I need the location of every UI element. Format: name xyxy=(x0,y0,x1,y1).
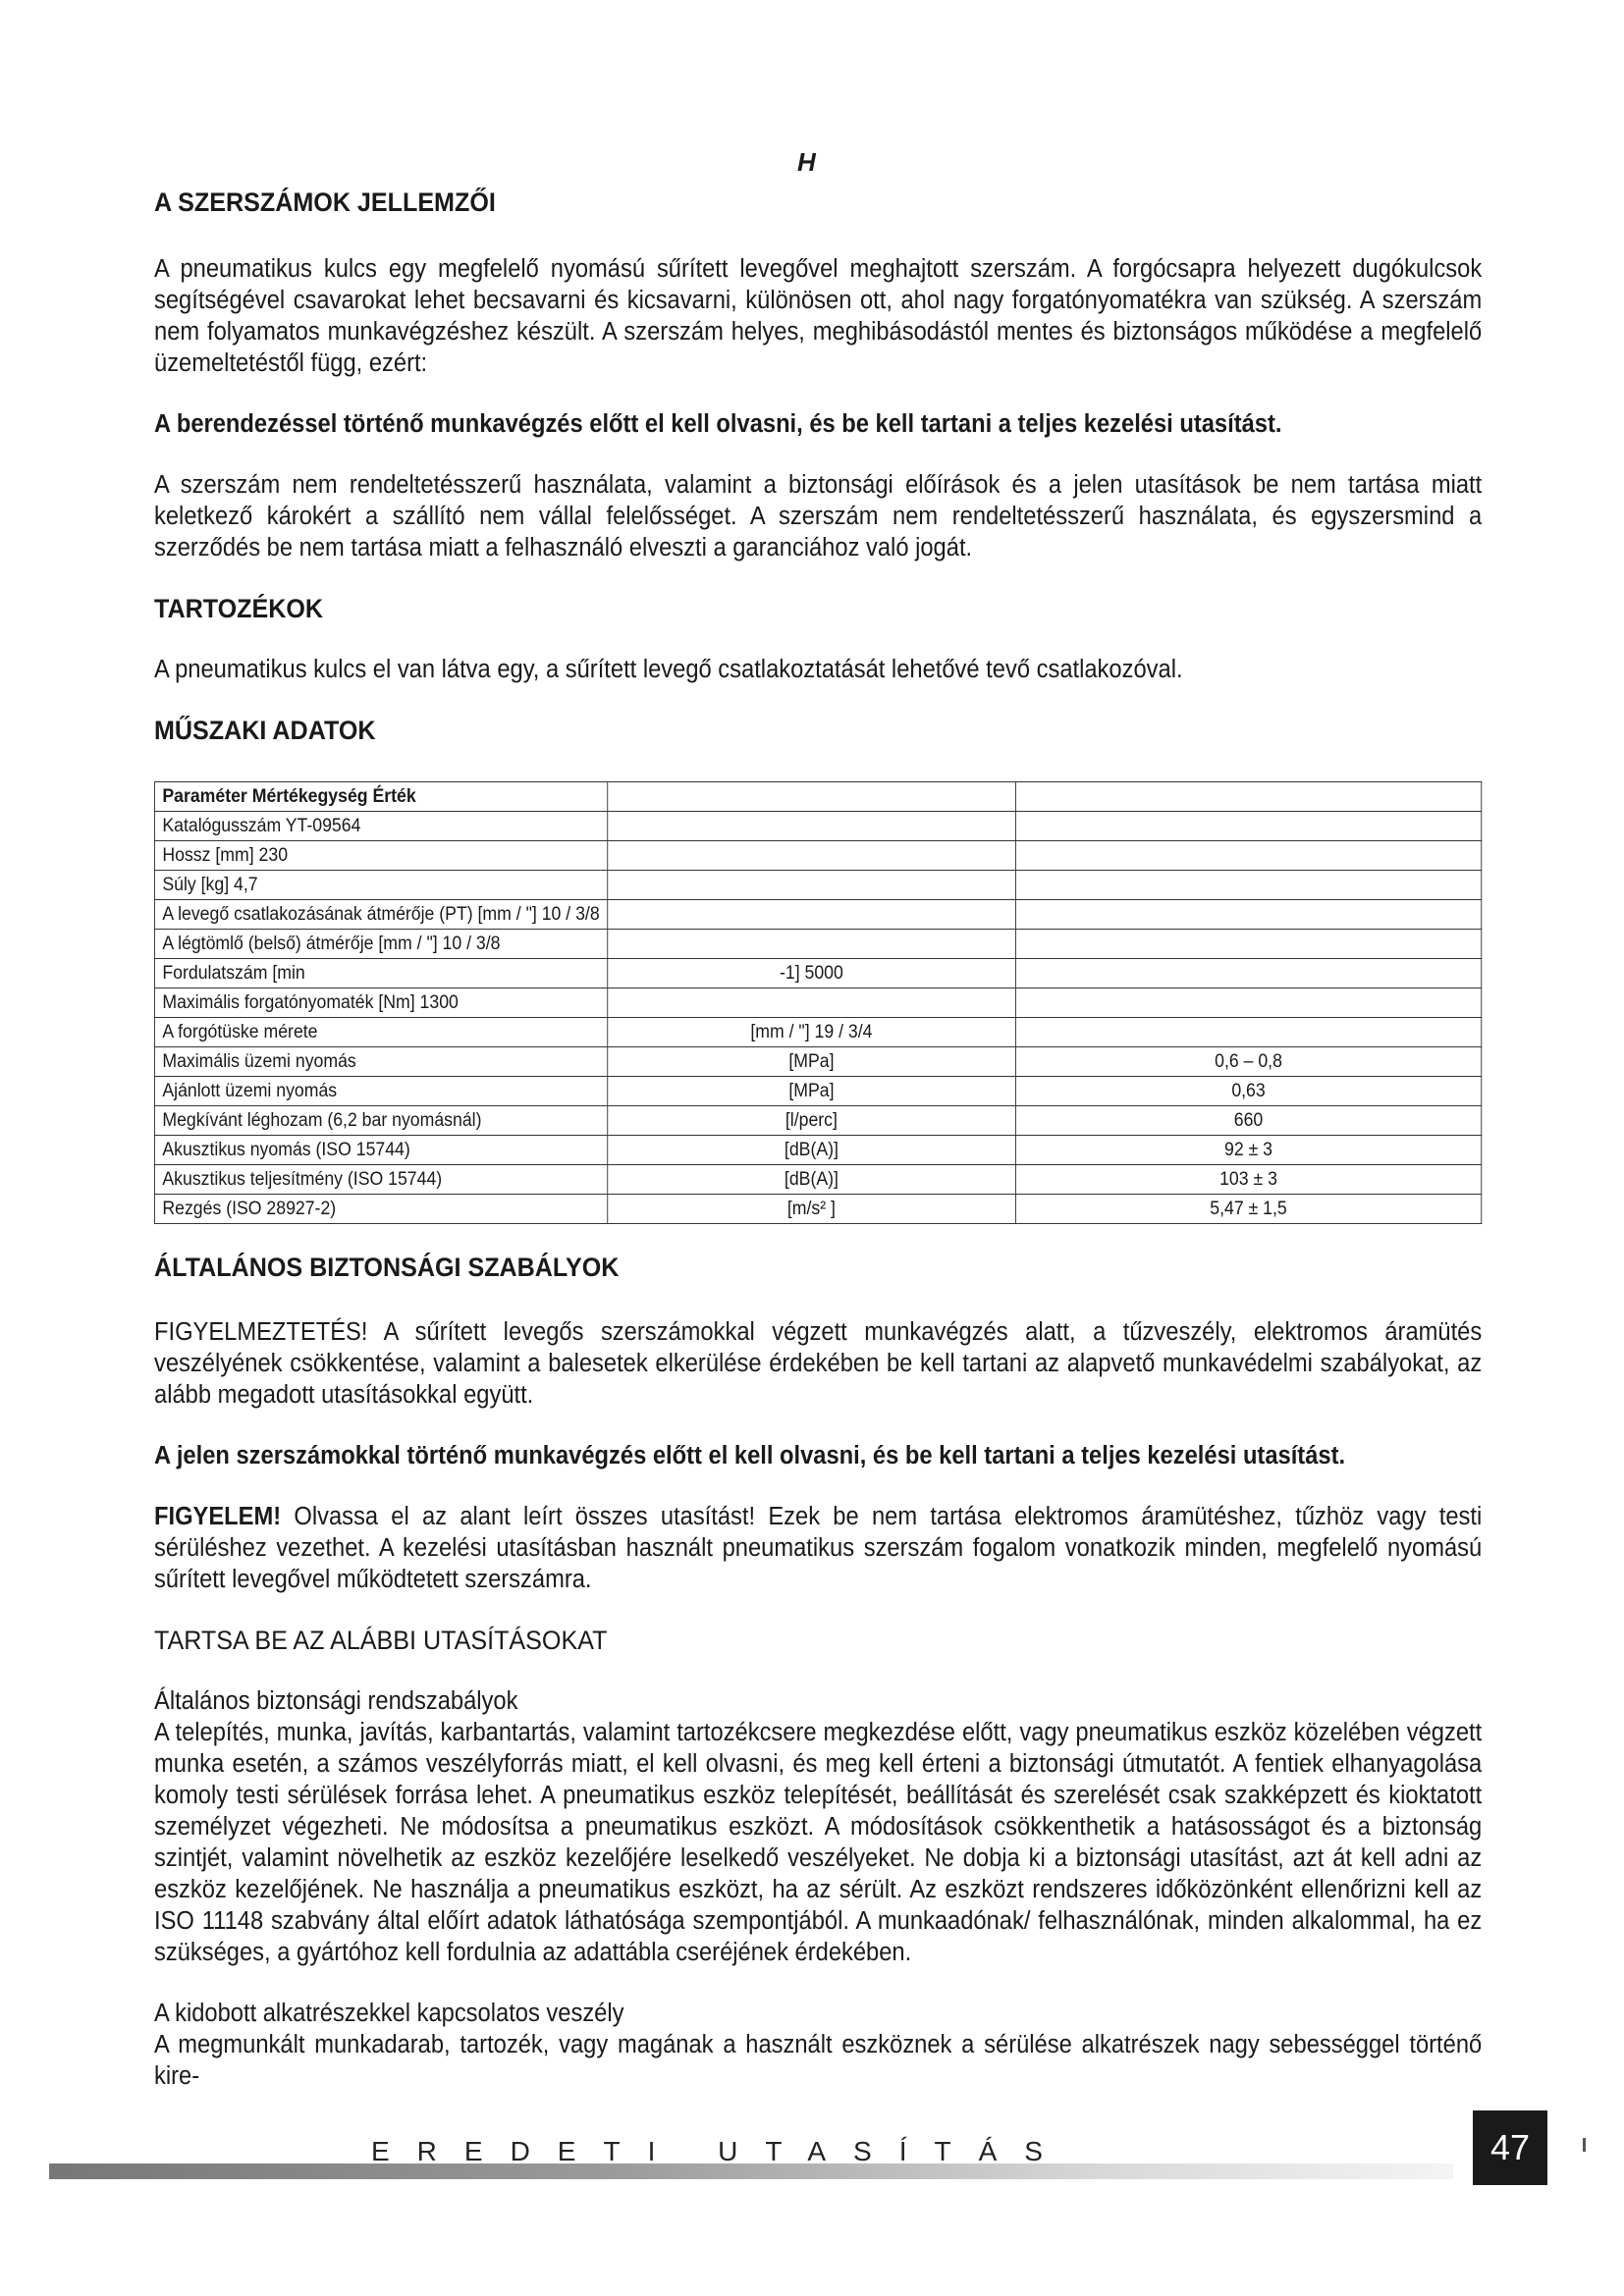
spec-cell-c3 xyxy=(1015,1018,1481,1047)
attention-label: FIGYELEM! xyxy=(154,1503,282,1530)
spec-cell-c2: [m/s² ] xyxy=(608,1195,1016,1224)
spec-cell-c1: Ajánlott üzemi nyomás xyxy=(154,1077,607,1106)
spec-cell-c2 xyxy=(608,782,1016,812)
spec-cell-c2: [mm / "] 19 / 3/4 xyxy=(608,1018,1016,1047)
spec-cell-c2: [l/perc] xyxy=(608,1106,1016,1136)
spec-cell-c1: Fordulatszám [min xyxy=(154,959,607,988)
page-content xyxy=(154,187,1483,2092)
spec-cell-c1: Maximális forgatónyomaték [Nm] 1300 xyxy=(154,988,607,1018)
spec-cell-c3: 0,63 xyxy=(1015,1077,1481,1106)
spec-cell-c3: 660 xyxy=(1015,1106,1481,1136)
ejected-parts-text: A megmunkált munkadarab, tartozék, vagy magának a használt eszköznek a sérülése alkatrészek nagy sebességgel történő kire- xyxy=(154,2031,1483,2090)
spec-cell-c2: -1] 5000 xyxy=(608,959,1016,988)
spec-row xyxy=(154,1195,1481,1224)
attention-text: Olvassa el az alant leírt összes utasítást! Ezek be nem tartása elektromos áramütéshez, tűzhöz vagy testi sérüléshez vezethet. A kezelési utasításban használt pneumatikus szerszám fogalom vonatkozik minden, megfelelő nyomású sűrített levegővel működtetett szerszámra. xyxy=(154,1503,1483,1593)
spec-cell-c3 xyxy=(1015,900,1481,930)
specs-table xyxy=(154,781,1482,1224)
spec-cell-c2 xyxy=(608,812,1016,841)
spec-row xyxy=(154,1077,1481,1106)
spec-row xyxy=(154,1165,1481,1195)
spec-row xyxy=(154,988,1481,1018)
characteristics-paragraph-3: A szerszám nem rendeltetésszerű használata, valamint a biztonsági előírások és a jelen utasítások be nem tartása miatt keletkező károkért a szállító nem vállal felelősséget. A szerszám nem rendeltetésszerű használata, és egyszersmind a szerződés be nem tartása miatt a felhasználó elveszti a garanciához való jogát. xyxy=(154,471,1483,561)
spec-cell-c1: Maximális üzemi nyomás xyxy=(154,1047,607,1077)
spec-cell-c1: Paraméter Mértékegység Érték xyxy=(154,782,607,812)
keep-instructions-heading: TARTSA BE AZ ALÁBBI UTASÍTÁSOKAT xyxy=(154,1626,608,1655)
footer-text: EREDETI UTASÍTÁS xyxy=(371,2136,1070,2166)
spec-cell-c2 xyxy=(608,871,1016,900)
page-number: 47 xyxy=(1473,2110,1547,2185)
spec-cell-c3 xyxy=(1015,988,1481,1018)
page-tick xyxy=(1583,2138,1586,2152)
spec-cell-c1: Hossz [mm] 230 xyxy=(154,841,607,871)
spec-cell-c1: A levegő csatlakozásának átmérője (PT) [mm / "] 10 / 3/8 xyxy=(154,900,607,930)
language-mark: H xyxy=(797,147,816,177)
spec-row xyxy=(154,1018,1481,1047)
spec-cell-c1: Akusztikus nyomás (ISO 15744) xyxy=(154,1136,607,1165)
spec-cell-c2: [MPa] xyxy=(608,1077,1016,1106)
spec-row xyxy=(154,959,1481,988)
safety-attention-paragraph xyxy=(154,1501,1482,1595)
spec-cell-c1: A forgótüske mérete xyxy=(154,1018,607,1047)
spec-cell-c1: Megkívánt léghozam (6,2 bar nyomásnál) xyxy=(154,1106,607,1136)
spec-cell-c2 xyxy=(608,930,1016,959)
spec-cell-c3 xyxy=(1015,959,1481,988)
spec-cell-c3: 103 ± 3 xyxy=(1015,1165,1481,1195)
spec-row xyxy=(154,930,1481,959)
spec-cell-c3: 5,47 ± 1,5 xyxy=(1015,1195,1481,1224)
characteristics-paragraph-1: A pneumatikus kulcs egy megfelelő nyomású sűrített levegővel meghajtott szerszám. A forgócsapra helyezett dugókulcsok segítségével csavarokat lehet becsavarni és kicsavarni, különösen ott, ahol nagy forgatónyomatékra van szükség. A szerszám nem folyamatos munkavégzéshez készült. A szerszám helyes, meghibásodástól mentes és biztonságos működése a megfelelő üzemeltetéstől függ, ezért: xyxy=(154,255,1483,377)
accessories-paragraph: A pneumatikus kulcs el van látva egy, a sűrített levegő csatlakoztatását lehetővé tevő csatlakozóval. xyxy=(154,656,1183,683)
spec-cell-c3 xyxy=(1015,812,1481,841)
spec-cell-c2: [dB(A)] xyxy=(608,1165,1016,1195)
spec-cell-c1: Akusztikus teljesítmény (ISO 15744) xyxy=(154,1165,607,1195)
general-rules-text: A telepítés, munka, javítás, karbantartás, valamint tartozékcsere megkezdése előtt, vagy pneumatikus eszköz közelében végzett munka esetén, a számos veszélyforrás miatt, el kell olvasni, és meg kell érteni a biztonsági útmutatót. A fentiek elhanyagolása komoly testi sérülések forrása lehet. A pneumatikus eszköz telepítését, beállítását és szerelését csak szakképzett és kioktatott személyzet végezheti. Ne módosítsa a pneumatikus eszközt. A módosítások csökkenthetik a hatásosságot és a biztonság szintjét, valamint növelhetik az eszköz kezelőjére leselkedő veszélyeket. Ne dobja ki a biztonsági utasítást, azt át kell adni az eszköz kezelőjének. Ne használja a pneumatikus eszközt, ha az sérült. Az eszközt rendszeres időközönként ellenőrizni kell az ISO 11148 szabvány által előírt adatok láthatósága szempontjából. A munkaadónak/ felhasználónak, minden alkalommal, ha ez szükséges, a gyártóhoz kell fordulnia az adattábla cseréjének érdekében. xyxy=(154,1719,1483,1966)
safety-warning-paragraph: FIGYELMEZTETÉS! A sűrített levegős szerszámokkal végzett munkavégzés alatt, a tűzveszély, elektromos áramütés veszélyének csökkentése, valamint a balesetek elkerülése érdekében be kell tartani az alapvető munkavédelmi szabályokat, az alább megadott utasításokkal együtt. xyxy=(154,1318,1483,1409)
spec-cell-c1: Rezgés (ISO 28927-2) xyxy=(154,1195,607,1224)
safety-title: ÁLTALÁNOS BIZTONSÁGI SZABÁLYOK xyxy=(154,1253,620,1282)
characteristics-title: A SZERSZÁMOK JELLEMZŐI xyxy=(154,187,496,217)
spec-row xyxy=(154,1136,1481,1165)
spec-cell-c3: 92 ± 3 xyxy=(1015,1136,1481,1165)
characteristics-warning: A berendezéssel történő munkavégzés előtt el kell olvasni, és be kell tartani a teljes kezelési utasítást. xyxy=(154,410,1282,438)
spec-cell-c2 xyxy=(608,900,1016,930)
specs-title: MŰSZAKI ADATOK xyxy=(154,716,376,745)
spec-cell-c2 xyxy=(608,841,1016,871)
spec-cell-c3 xyxy=(1015,841,1481,871)
spec-cell-c3: 0,6 – 0,8 xyxy=(1015,1047,1481,1077)
safety-read-instructions: A jelen szerszámokkal történő munkavégzés előtt el kell olvasni, és be kell tartani a teljes kezelési utasítást. xyxy=(154,1442,1346,1469)
spec-row xyxy=(154,841,1481,871)
spec-row xyxy=(154,1106,1481,1136)
spec-row xyxy=(154,1047,1481,1077)
ejected-parts-heading: A kidobott alkatrészekkel kapcsolatos veszély xyxy=(154,2000,624,2027)
spec-cell-c1: A légtömlő (belső) átmérője [mm / "] 10 / 3/8 xyxy=(154,930,607,959)
spec-row xyxy=(154,812,1481,841)
spec-cell-c1: Katalógusszám YT-09564 xyxy=(154,812,607,841)
spec-cell-c1: Súly [kg] 4,7 xyxy=(154,871,607,900)
spec-row xyxy=(154,900,1481,930)
spec-cell-c3 xyxy=(1015,782,1481,812)
spec-row xyxy=(154,871,1481,900)
spec-cell-c2: [MPa] xyxy=(608,1047,1016,1077)
accessories-title: TARTOZÉKOK xyxy=(154,594,324,623)
spec-cell-c2: [dB(A)] xyxy=(608,1136,1016,1165)
general-rules-heading: Általános biztonsági rendszabályok xyxy=(154,1687,518,1715)
spec-cell-c3 xyxy=(1015,871,1481,900)
spec-row xyxy=(154,782,1481,812)
spec-cell-c2 xyxy=(608,988,1016,1018)
spec-cell-c3 xyxy=(1015,930,1481,959)
